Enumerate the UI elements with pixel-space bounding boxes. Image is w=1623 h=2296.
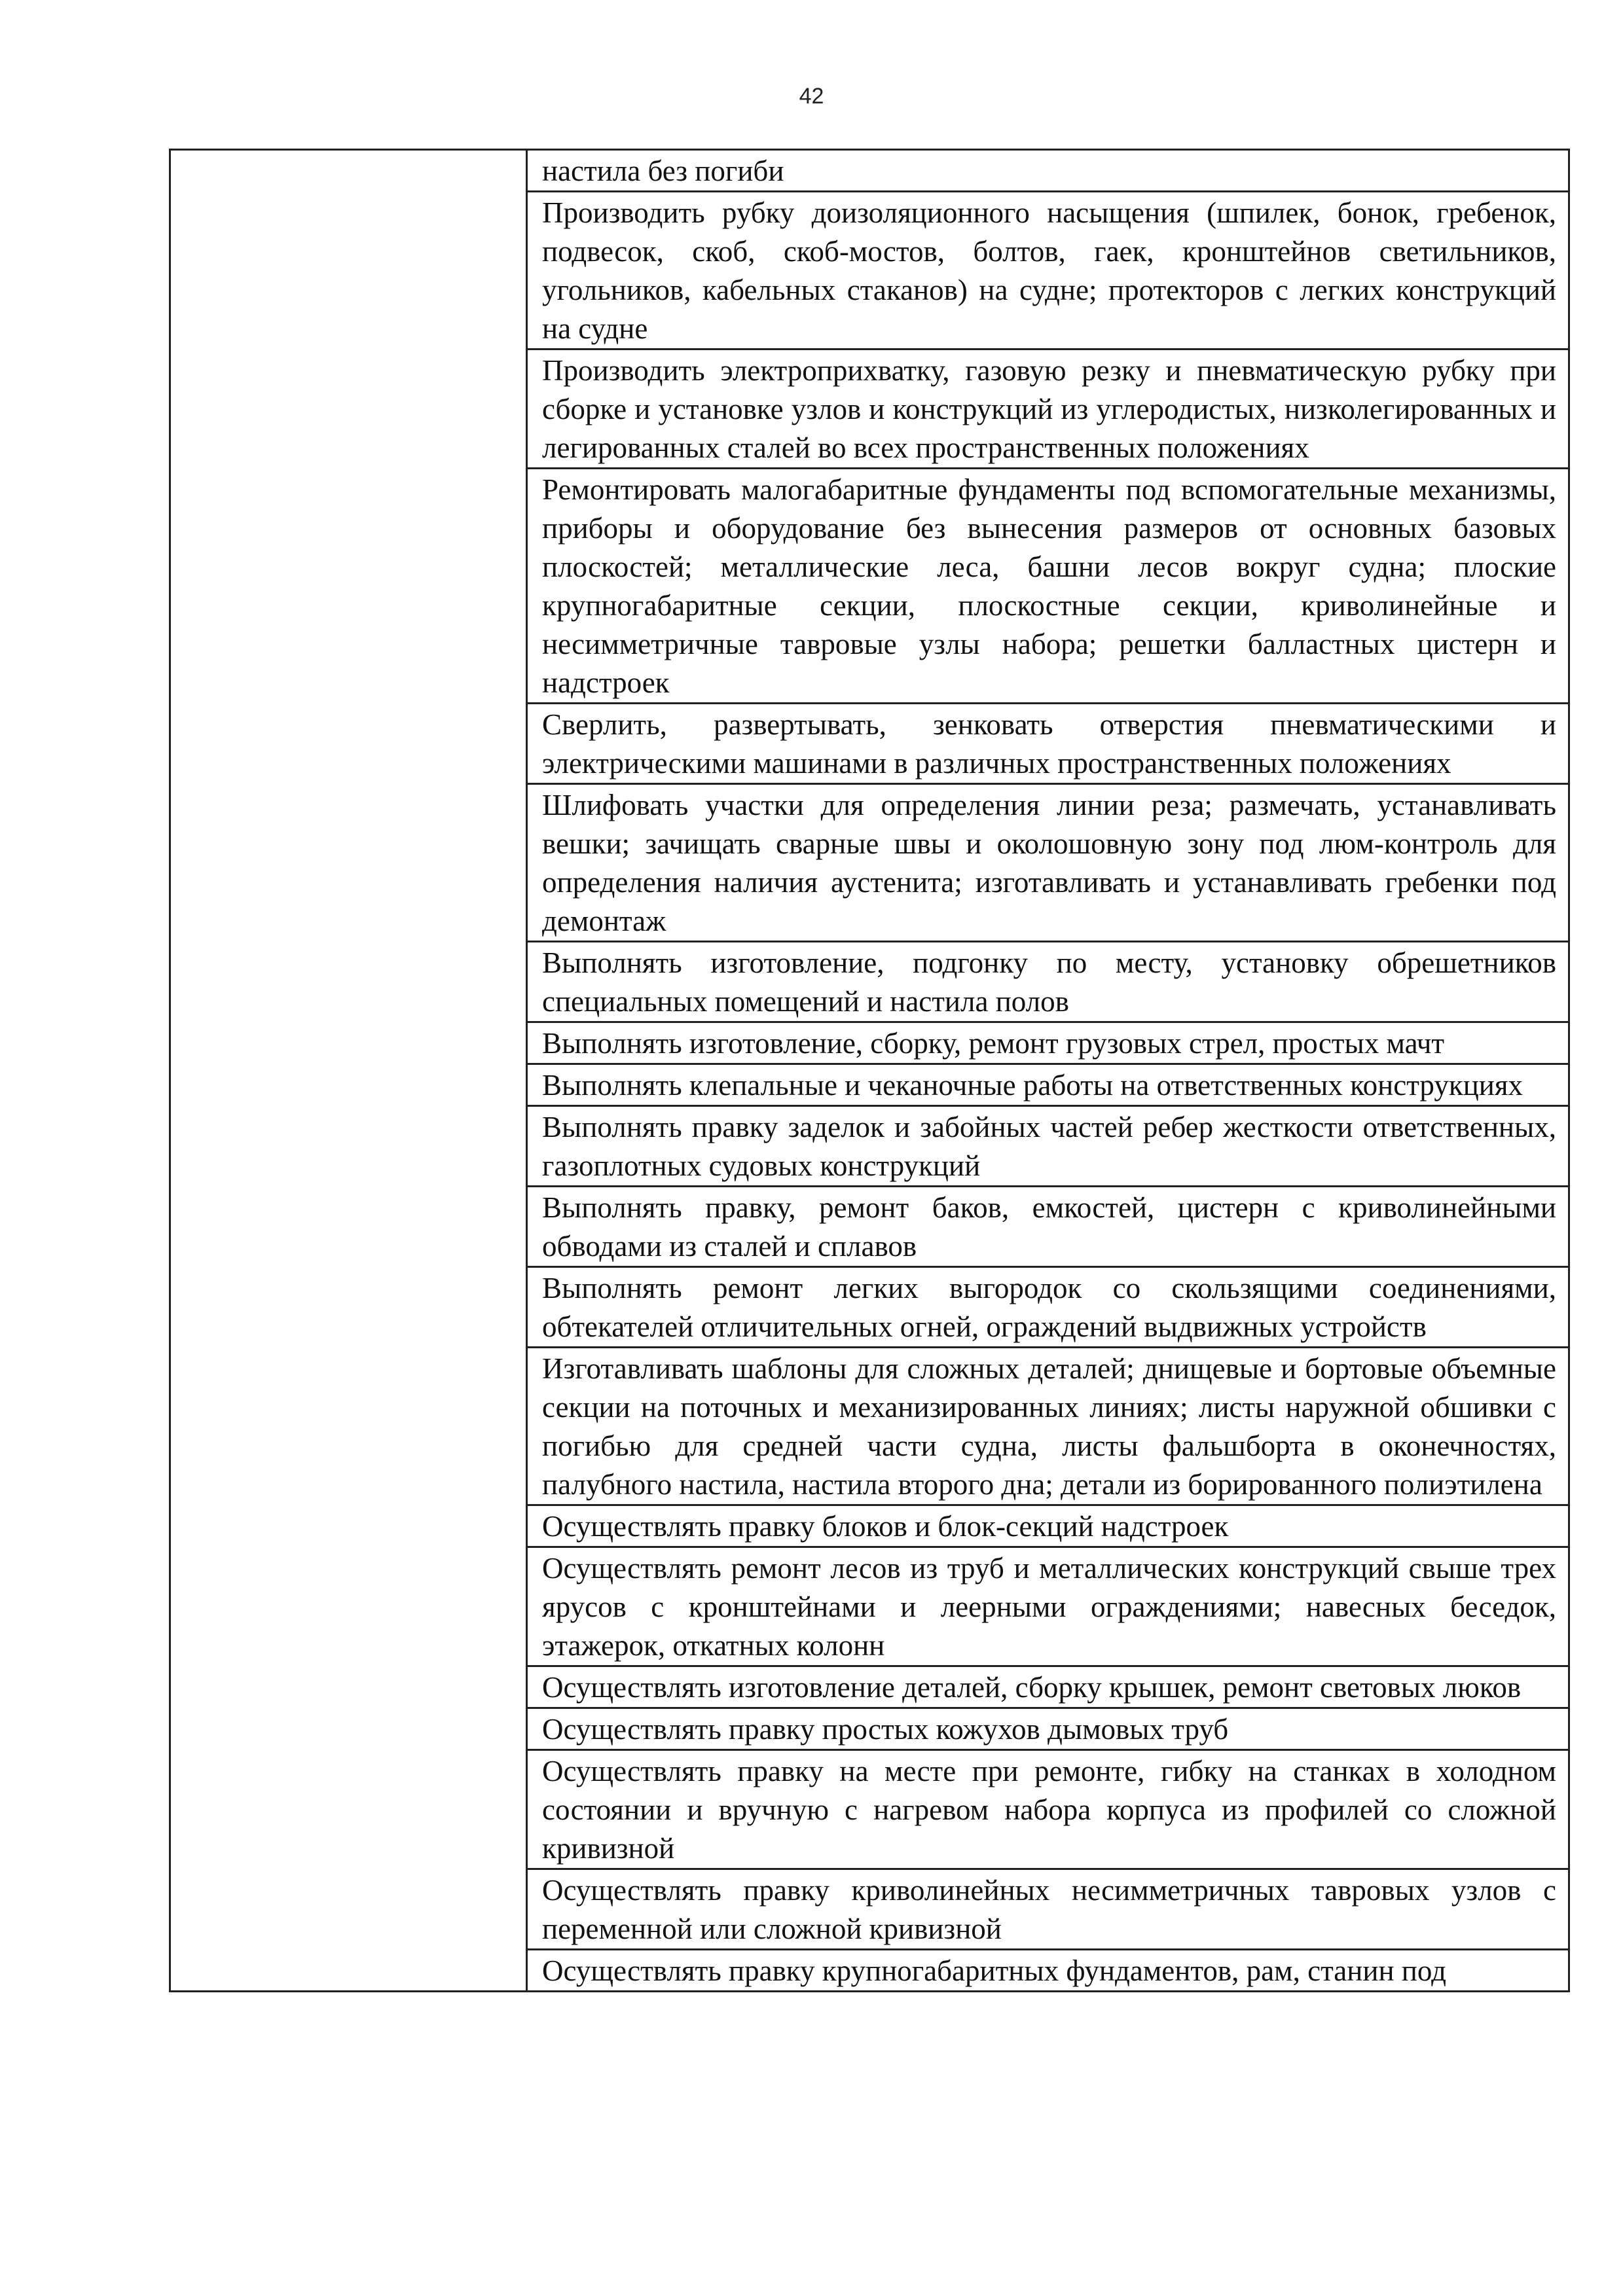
table-cell: Осуществлять изготовление деталей, сборку крышек, ремонт световых люков (527, 1666, 1569, 1708)
table-cell: Сверлить, развертывать, зенковать отверстия пневматическими и электрическими машинами в различных пространственных положениях (527, 704, 1569, 784)
table-cell: Осуществлять правку на месте при ремонте, гибку на станках в холодном состоянии и вручную с нагревом набора корпуса из профилей со сложной кривизной (527, 1750, 1569, 1869)
left-column-cell (170, 150, 527, 1992)
table-cell: Выполнять ремонт легких выгородок со скользящими соединениями, обтекателей отличительных огней, ограждений выдвижных устройств (527, 1267, 1569, 1348)
table-cell: настила без погиби (527, 150, 1569, 192)
table-cell: Осуществлять правку простых кожухов дымовых труб (527, 1708, 1569, 1750)
table-cell: Производить рубку доизоляционного насыщения (шпилек, бонок, гребенок, подвесок, скоб, скоб-мостов, болтов, гаек, кронштейнов светильников, угольников, кабельных стаканов) на судне; протекторов с легких конструкций на судне (527, 192, 1569, 350)
table-cell: Производить электроприхватку, газовую резку и пневматическую рубку при сборке и установке узлов и конструкций из углеродистых, низколегированных и легированных сталей во всех пространственных положениях (527, 350, 1569, 469)
table-cell: Осуществлять правку блоков и блок-секций надстроек (527, 1505, 1569, 1547)
table-cell: Изготавливать шаблоны для сложных деталей; днищевые и бортовые объемные секции на поточных и механизированных линиях; листы наружной обшивки с погибью для средней части судна, листы фальшборта в оконечностях, палубного настила, настила второго дна; детали из борированного полиэтилена (527, 1348, 1569, 1505)
table-cell: Ремонтировать малогабаритные фундаменты под вспомогательные механизмы, приборы и оборудование без вынесения размеров от основных базовых плоскостей; металлические леса, башни лесов вокруг судна; плоские крупногабаритные секции, плоскостные секции, криволинейные и несимметричные тавровые узлы набора; решетки балластных цистерн и надстроек (527, 469, 1569, 704)
requirements-table (169, 149, 1570, 1992)
table-cell: Выполнять изготовление, сборку, ремонт грузовых стрел, простых мачт (527, 1022, 1569, 1064)
table-cell: Осуществлять правку крупногабаритных фундаментов, рам, станин под (527, 1950, 1569, 1992)
table-row (170, 150, 1569, 192)
table-cell: Осуществлять правку криволинейных несимметричных тавровых узлов с переменной или сложной кривизной (527, 1869, 1569, 1950)
table-cell: Выполнять правку заделок и забойных частей ребер жесткости ответственных, газоплотных судовых конструкций (527, 1106, 1569, 1187)
table-cell: Выполнять клепальные и чеканочные работы на ответственных конструкциях (527, 1064, 1569, 1106)
table-cell: Выполнять правку, ремонт баков, емкостей, цистерн с криволинейными обводами из сталей и сплавов (527, 1187, 1569, 1267)
table-cell: Осуществлять ремонт лесов из труб и металлических конструкций свыше трех ярусов с кронштейнами и леерными ограждениями; навесных беседок, этажерок, откатных колонн (527, 1547, 1569, 1666)
page-number: 42 (799, 84, 824, 109)
table-cell: Шлифовать участки для определения линии реза; размечать, устанавливать вешки; зачищать сварные швы и околошовную зону под люм-контроль для определения наличия аустенита; изготавливать и устанавливать гребенки под демонтаж (527, 784, 1569, 942)
table-cell: Выполнять изготовление, подгонку по месту, установку обрешетников специальных помещений и настила полов (527, 942, 1569, 1022)
